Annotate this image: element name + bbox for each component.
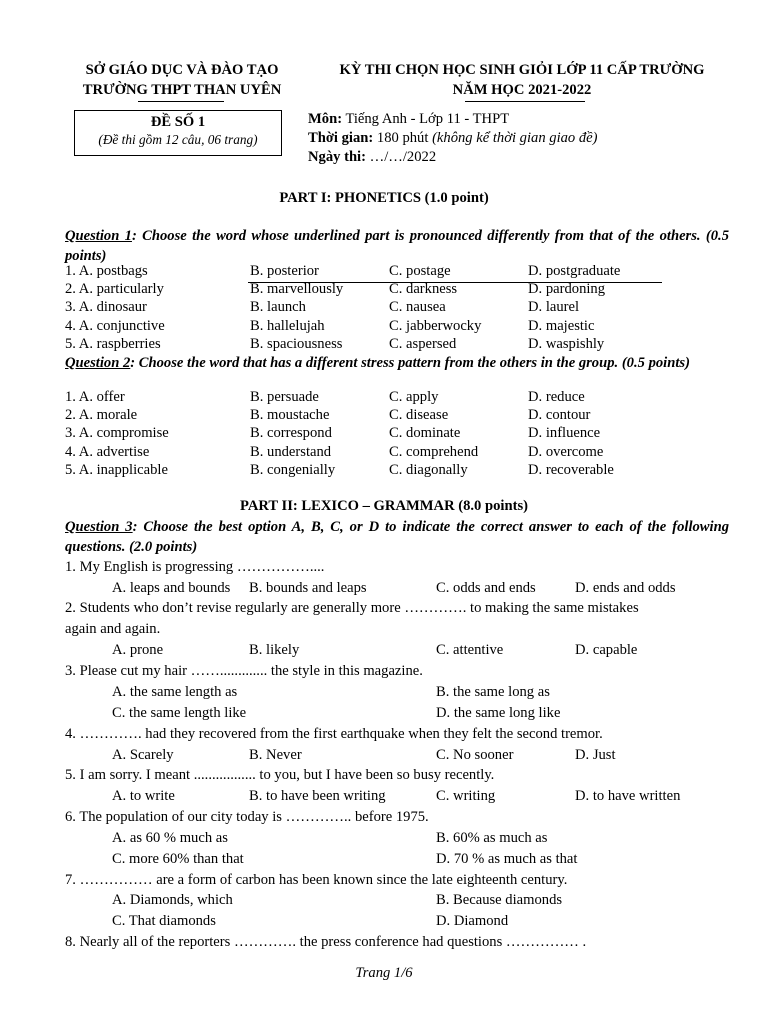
school-underline xyxy=(138,101,224,102)
q1-row-3 xyxy=(65,299,735,317)
year-underline xyxy=(465,101,585,102)
exam-code: ĐỀ SỐ 1 xyxy=(150,114,206,130)
q1-row-5 xyxy=(65,336,735,354)
page-footer: Trang 1/6 xyxy=(355,965,413,981)
question-1-heading: Question 1: Choose the word whose underlined part is pronounced differently from that of the others. (0.5 points) xyxy=(65,228,730,264)
q1-option: B. launch xyxy=(250,299,306,316)
q3-option: A. the same length as xyxy=(112,684,238,700)
q1-option: B. spaciousness xyxy=(250,335,343,352)
q3-option: B. Because diamonds xyxy=(436,892,563,908)
q2-option: 3. A. compromise xyxy=(65,425,169,442)
q2-row-2 xyxy=(65,407,735,425)
q3-item-2-stem-cont: again and again. xyxy=(65,621,161,637)
part1-title: PART I: PHONETICS (1.0 point) xyxy=(279,190,489,206)
q1-row-4 xyxy=(65,318,735,336)
q1-option: D. majestic xyxy=(528,317,595,334)
q3-option: A. Diamonds, which xyxy=(112,892,233,908)
q3-option: C. No sooner xyxy=(436,747,514,763)
q2-option: B. moustache xyxy=(250,407,330,424)
q3-option: B. bounds and leaps xyxy=(249,580,367,596)
q1-row-1 xyxy=(65,263,735,281)
q2-row-5 xyxy=(65,462,735,480)
q3-option: A. to write xyxy=(112,788,175,804)
part2-title: PART II: LEXICO – GRAMMAR (8.0 points) xyxy=(240,498,528,514)
date-line: Ngày thi: …/…/2022 xyxy=(308,149,437,165)
q1-option: D. laurel xyxy=(528,299,580,316)
exam-code-note: (Đề thi gồm 12 câu, 06 trang) xyxy=(98,132,258,147)
q1-option: B. posterior xyxy=(250,263,319,279)
q1-option: 3. A. dinosaur xyxy=(65,299,147,316)
q3-option: C. more 60% than that xyxy=(112,851,244,867)
q3-option: C. attentive xyxy=(436,642,504,658)
q2-option: B. correspond xyxy=(250,425,332,442)
exam-code-box xyxy=(74,110,282,156)
question-3-heading: Question 3: Choose the best option A, B, C, or D to indicate the correct answer to each of the following questions. (2.0 points) xyxy=(65,519,730,555)
question-2-heading: Question 2: Choose the word that has a different stress pattern from the others in the group. (0.5 points) xyxy=(65,355,690,371)
exam-meta xyxy=(308,110,598,167)
header-right xyxy=(302,60,742,100)
q2-option: C. apply xyxy=(389,389,439,405)
q3-item-1-stem: 1. My English is progressing …………….... xyxy=(65,559,325,575)
q3-item-5-stem: 5. I am sorry. I meant ................. to you, but I have been so busy recently. xyxy=(65,767,495,783)
subject-line: Môn: Tiếng Anh - Lớp 11 - THPT xyxy=(308,111,510,127)
q1-option: 4. A. conjunctive xyxy=(65,317,165,334)
table-rule xyxy=(248,282,662,283)
q2-option: C. diagonally xyxy=(389,461,468,478)
q3-option: A. leaps and bounds xyxy=(112,580,231,596)
q1-option: C. aspersed xyxy=(389,335,457,352)
q3-item-4-stem: 4. …………. had they recovered from the first earthquake when they felt the second tremor. xyxy=(65,726,603,742)
q2-option: D. influence xyxy=(528,425,601,442)
q3-option: D. capable xyxy=(575,642,638,658)
q3-option: C. writing xyxy=(436,788,496,804)
q2-option: D. overcome xyxy=(528,443,604,460)
q2-option: C. comprehend xyxy=(389,443,479,460)
q3-option: C. That diamonds xyxy=(112,913,216,929)
q3-option: D. Diamond xyxy=(436,913,509,929)
q2-option: D. recoverable xyxy=(528,461,614,478)
q3-option: B. likely xyxy=(249,642,300,658)
school-year: NĂM HỌC 2021-2022 xyxy=(452,82,592,98)
q2-option: B. congenially xyxy=(250,461,336,478)
q1-row-2 xyxy=(65,281,735,299)
q1-option: D. waspishly xyxy=(528,335,605,352)
q3-option: B. the same long as xyxy=(436,684,550,700)
q2-option: C. disease xyxy=(389,407,449,424)
q2-option: B. understand xyxy=(250,443,332,460)
q3-option: B. Never xyxy=(249,747,302,763)
q3-item-6-stem: 6. The population of our city today is ………….. before 1975. xyxy=(65,809,429,825)
q2-option: B. persuade xyxy=(250,389,319,405)
q1-option: D. postgraduate xyxy=(528,263,621,279)
q3-option: B. 60% as much as xyxy=(436,830,548,846)
q3-option: D. ends and odds xyxy=(575,580,676,596)
q2-option: D. contour xyxy=(528,407,591,424)
q1-option: C. nausea xyxy=(389,299,446,316)
q3-option: D. 70 % as much as that xyxy=(436,851,578,867)
q1-option: D. pardoning xyxy=(528,281,606,298)
q3-option: D. the same long like xyxy=(436,705,561,721)
q2-option: 5. A. inapplicable xyxy=(65,461,168,478)
q1-option: 2. A. particularly xyxy=(65,281,164,298)
q3-option: B. to have been writing xyxy=(249,788,386,804)
q1-option: C. darkness xyxy=(389,281,458,298)
q2-option: 2. A. morale xyxy=(65,407,138,424)
q2-row-3 xyxy=(65,425,735,443)
q1-option: 1. A. postbags xyxy=(65,263,148,279)
q1-option: B. marvellously xyxy=(250,281,344,298)
q3-option: D. Just xyxy=(575,747,616,763)
q2-option: 4. A. advertise xyxy=(65,443,150,460)
q2-option: C. dominate xyxy=(389,425,461,442)
q3-option: A. prone xyxy=(112,642,164,658)
q3-option: C. odds and ends xyxy=(436,580,536,596)
time-line: Thời gian: 180 phút (không kể thời gian giao đề) xyxy=(308,130,598,146)
header-left xyxy=(62,60,302,100)
exam-title: KỲ THI CHỌN HỌC SINH GIỎI LỚP 11 CẤP TRƯỜNG xyxy=(339,62,705,78)
q3-option: C. the same length like xyxy=(112,705,247,721)
q3-item-7-stem: 7. …………… are a form of carbon has been known since the late eighteenth century. xyxy=(65,872,568,888)
q1-option: B. hallelujah xyxy=(250,317,325,334)
q2-option: 1. A. offer xyxy=(65,389,125,405)
q2-row-4 xyxy=(65,444,735,462)
department-name: SỞ GIÁO DỤC VÀ ĐÀO TẠO xyxy=(85,62,279,78)
q3-item-8-stem: 8. Nearly all of the reporters …………. the press conference had questions …………… . xyxy=(65,934,587,950)
q3-option: A. as 60 % much as xyxy=(112,830,228,846)
school-name: TRƯỜNG THPT THAN UYÊN xyxy=(82,82,282,98)
q3-item-2-stem: 2. Students who don’t revise regularly are generally more …………. to making the same mistakes xyxy=(65,600,639,616)
q1-option: C. postage xyxy=(389,263,451,279)
q3-option: D. to have written xyxy=(575,788,681,804)
q2-option: D. reduce xyxy=(528,389,585,405)
q1-option: 5. A. raspberries xyxy=(65,335,161,352)
q1-option: C. jabberwocky xyxy=(389,317,482,334)
q2-row-1 xyxy=(65,389,735,407)
q3-option: A. Scarely xyxy=(112,747,174,763)
q3-item-3-stem: 3. Please cut my hair ……............. the style in this magazine. xyxy=(65,663,423,679)
